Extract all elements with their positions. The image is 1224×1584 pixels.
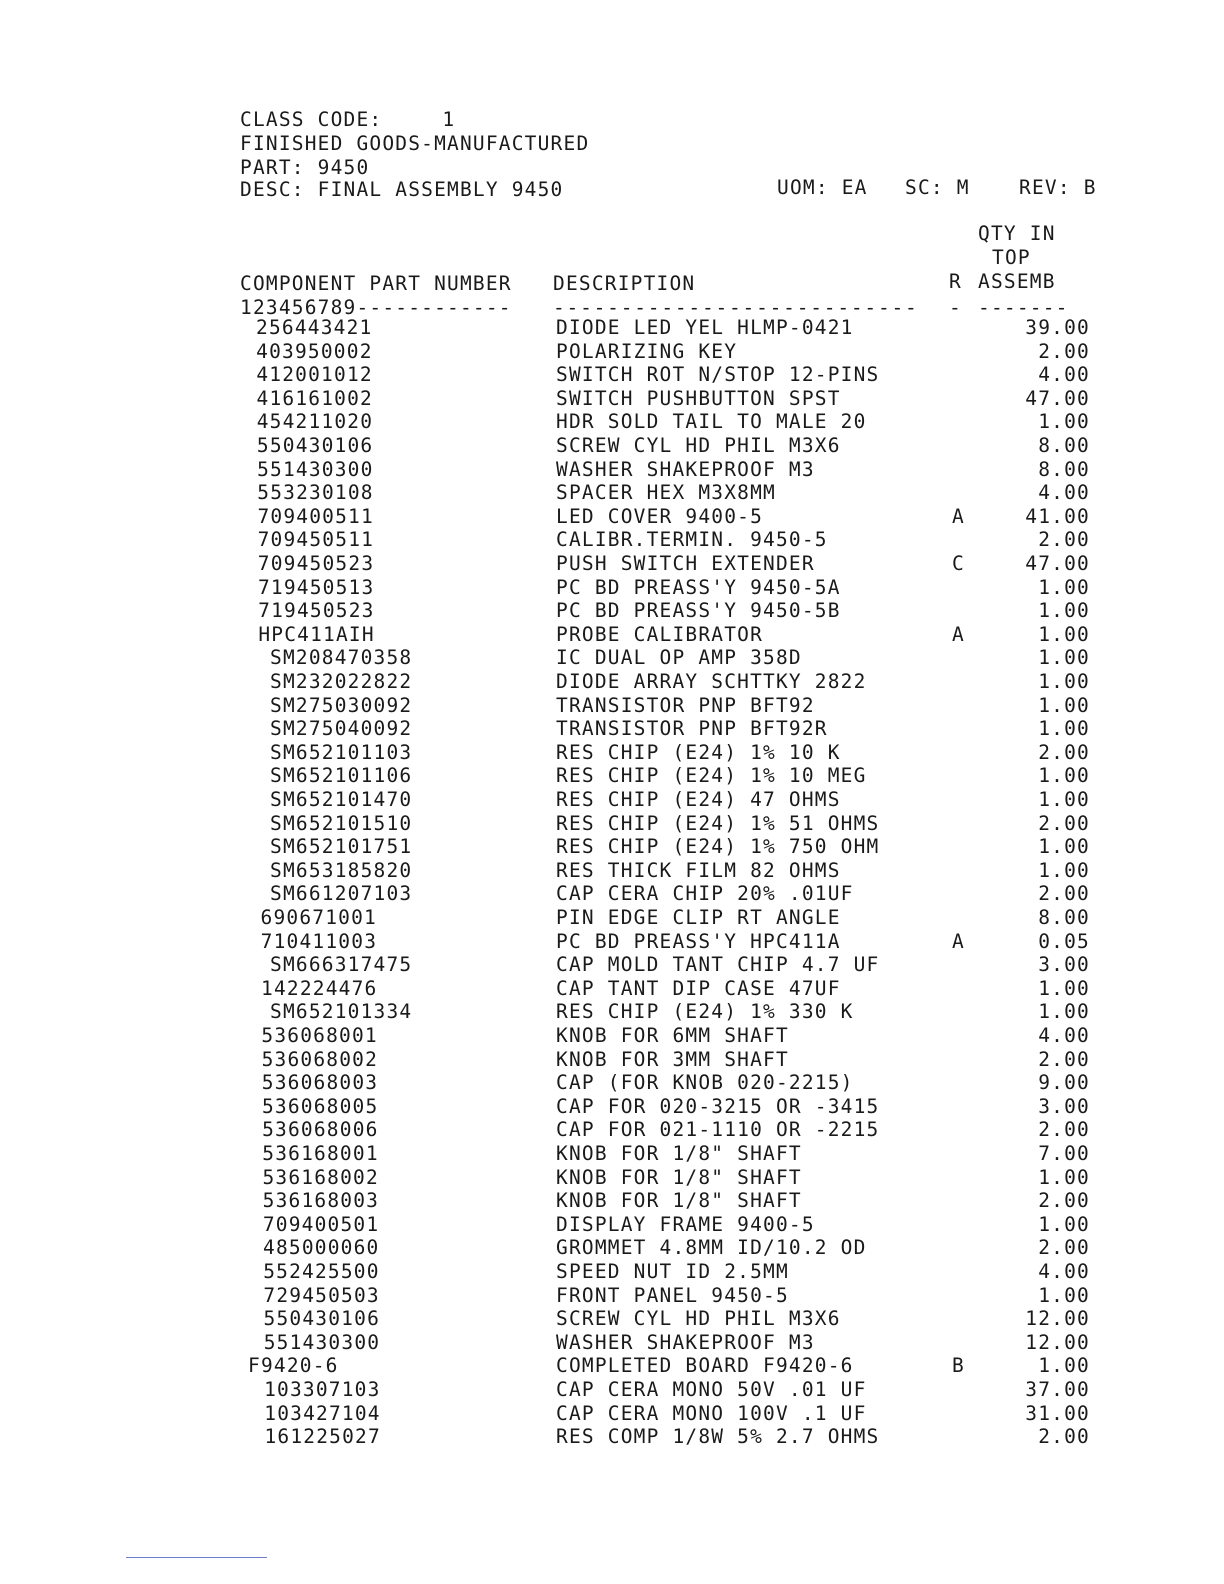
quantity-cell: 8.00 <box>1038 457 1090 481</box>
quantity-cell: 1.00 <box>1038 646 1090 670</box>
part-description-cell: SCREW CYL HD PHIL M3X6 <box>556 434 841 457</box>
quantity-cell: 7.00 <box>1038 1142 1090 1165</box>
part-number: PART: 9450 <box>240 156 370 179</box>
part-description-cell: CAP CERA CHIP 20% .01UF <box>556 882 854 906</box>
table-row <box>0 788 1224 812</box>
part-description-cell: HDR SOLD TAIL TO MALE 20 <box>556 410 867 434</box>
quantity-cell: 1.00 <box>1038 575 1090 599</box>
table-row <box>0 1331 1224 1355</box>
quantity-cell: 9.00 <box>1038 1071 1090 1095</box>
description-column-rule: --------------------------- <box>553 296 919 319</box>
table-row <box>0 363 1224 387</box>
table-row <box>0 1378 1224 1402</box>
component-part-number: SM232022822 <box>270 670 413 693</box>
revision-code-cell: B <box>952 1354 965 1378</box>
quantity-cell: 39.00 <box>1025 316 1090 339</box>
component-part-number: 536168001 <box>262 1142 379 1165</box>
table-row <box>0 764 1224 788</box>
quantity-cell: 2.00 <box>1038 339 1090 363</box>
uom-field: UOM: EA <box>777 176 868 199</box>
quantity-cell: 41.00 <box>1025 504 1090 528</box>
quantity-cell: 3.00 <box>1038 953 1090 977</box>
component-part-number: SM652101510 <box>270 811 413 835</box>
quantity-cell: 2.00 <box>1038 1047 1090 1071</box>
part-description-cell: RES CHIP (E24) 1% 330 K <box>556 1000 854 1024</box>
part-description-cell: SCREW CYL HD PHIL M3X6 <box>556 1307 841 1331</box>
part-description-cell: KNOB FOR 6MM SHAFT <box>556 1024 789 1047</box>
class-code-label: CLASS CODE: <box>240 108 383 131</box>
quantity-cell: 1.00 <box>1038 764 1090 788</box>
quantity-cell: 31.00 <box>1025 1401 1090 1425</box>
part-description-cell: KNOB FOR 1/8" SHAFT <box>556 1165 802 1189</box>
component-part-number: SM652101470 <box>270 788 413 811</box>
part-description-cell: PC BD PREASS'Y HPC411A <box>556 929 841 953</box>
component-column-rule: 123456789------------ <box>240 296 512 319</box>
component-part-number: 552425500 <box>263 1260 380 1283</box>
part-description-cell: RES THICK FILM 82 OHMS <box>556 858 841 882</box>
table-row <box>0 1260 1224 1284</box>
component-part-number: 161225027 <box>264 1425 381 1449</box>
part-description-cell: RES CHIP (E24) 1% 51 OHMS <box>556 811 880 835</box>
component-part-number: 536068005 <box>261 1094 379 1118</box>
quantity-cell: 1.00 <box>1038 670 1090 693</box>
revision-code-cell: A <box>952 929 965 953</box>
quantity-cell: 8.00 <box>1038 906 1090 929</box>
table-row <box>0 1236 1224 1260</box>
component-part-number: 709450523 <box>257 552 375 575</box>
component-part-number: HPC411AIH <box>258 622 375 646</box>
quantity-cell: 4.00 <box>1038 481 1090 505</box>
component-part-number: 690671001 <box>260 906 377 929</box>
class-code-value: 1 <box>442 108 456 131</box>
part-description-cell: PIN EDGE CLIP RT ANGLE <box>556 906 841 929</box>
component-part-number: 551430300 <box>263 1330 381 1354</box>
part-description-cell: TRANSISTOR PNP BFT92R <box>556 717 828 741</box>
table-row <box>0 1284 1224 1308</box>
quantity-cell: 47.00 <box>1025 552 1090 575</box>
component-part-number: 709400511 <box>257 504 374 528</box>
table-row <box>0 906 1224 930</box>
component-part-number: 551430300 <box>257 457 374 481</box>
part-description-cell: CAP (FOR KNOB 020-2215) <box>556 1071 854 1095</box>
component-part-number: 536168003 <box>262 1189 380 1213</box>
quantity-cell: 1.00 <box>1038 835 1090 859</box>
r-column-rule: - <box>949 296 962 319</box>
table-row <box>0 1425 1224 1449</box>
table-row <box>0 859 1224 883</box>
component-part-number: 103307103 <box>264 1378 381 1401</box>
quantity-cell: 2.00 <box>1038 882 1090 906</box>
qty-column-rule: ------- <box>978 296 1069 319</box>
part-description-cell: COMPLETED BOARD F9420-6 <box>556 1354 854 1378</box>
quantity-cell: 1.00 <box>1038 1283 1090 1307</box>
part-description-cell: SPACER HEX M3X8MM <box>556 481 776 505</box>
part-description-cell: GROMMET 4.8MM ID/10.2 OD <box>556 1236 867 1260</box>
component-part-number: 536068003 <box>261 1071 379 1095</box>
quantity-cell: 4.00 <box>1038 1024 1090 1047</box>
table-row <box>0 1142 1224 1166</box>
quantity-cell: 1.00 <box>1038 1212 1090 1236</box>
quantity-cell: 1.00 <box>1038 717 1090 741</box>
table-row <box>0 1354 1224 1378</box>
part-description-cell: DISPLAY FRAME 9400-5 <box>556 1212 815 1236</box>
part-description-cell: WASHER SHAKEPROOF M3 <box>556 457 815 481</box>
component-part-number: SM652101103 <box>270 740 413 764</box>
component-part-number: SM653185820 <box>270 858 413 882</box>
table-row <box>0 316 1224 340</box>
part-description-cell: IC DUAL OP AMP 358D <box>556 646 802 670</box>
table-row <box>0 741 1224 765</box>
table-row <box>0 1189 1224 1213</box>
revision-code-cell: A <box>952 622 965 646</box>
quantity-cell: 2.00 <box>1038 740 1090 764</box>
quantity-cell: 8.00 <box>1038 434 1090 457</box>
table-row <box>0 552 1224 576</box>
part-description-cell: SPEED NUT ID 2.5MM <box>556 1260 789 1283</box>
part-description-cell: DIODE LED YEL HLMP-0421 <box>556 316 854 339</box>
part-description-cell: KNOB FOR 1/8" SHAFT <box>556 1189 802 1213</box>
part-description-cell: PROBE CALIBRATOR <box>556 622 764 646</box>
part-description: DESC: FINAL ASSEMBLY 9450 <box>240 178 564 201</box>
table-row <box>0 694 1224 718</box>
table-row <box>0 1071 1224 1095</box>
table-row <box>0 481 1224 505</box>
part-description-cell: CAP FOR 020-3215 OR -3415 <box>556 1094 880 1118</box>
quantity-cell: 1.00 <box>1038 410 1090 434</box>
table-row <box>0 977 1224 1001</box>
sc-field: SC: M <box>905 176 970 199</box>
component-part-number: 553230108 <box>257 481 374 505</box>
table-row <box>0 458 1224 482</box>
component-part-number: 536068006 <box>262 1118 379 1142</box>
quantity-cell: 12.00 <box>1025 1307 1090 1331</box>
table-row <box>0 953 1224 977</box>
quantity-cell: 1.00 <box>1038 599 1090 623</box>
part-description-cell: KNOB FOR 1/8" SHAFT <box>556 1142 802 1165</box>
part-description-cell: PC BD PREASS'Y 9450-5A <box>556 575 841 599</box>
component-part-number: 256443421 <box>256 316 373 339</box>
table-row <box>0 1024 1224 1048</box>
component-part-number: 485000060 <box>263 1236 380 1260</box>
part-description-cell: PUSH SWITCH EXTENDER <box>556 552 815 575</box>
component-part-number: 709400501 <box>262 1212 380 1236</box>
table-row <box>0 812 1224 836</box>
quantity-cell: 4.00 <box>1038 363 1090 387</box>
component-part-number: 710411003 <box>260 929 378 953</box>
component-part-number: 709450511 <box>257 528 375 552</box>
table-row <box>0 1000 1224 1024</box>
quantity-cell: 47.00 <box>1025 386 1090 410</box>
table-row <box>0 717 1224 741</box>
component-part-number: 536068002 <box>261 1047 379 1071</box>
table-row <box>0 1402 1224 1426</box>
part-description-cell: KNOB FOR 3MM SHAFT <box>556 1047 789 1071</box>
quantity-cell: 1.00 <box>1038 976 1090 1000</box>
rev-field: REV: B <box>1019 176 1097 199</box>
component-column-header: COMPONENT PART NUMBER <box>240 272 512 295</box>
part-description-cell: CALIBR.TERMIN. 9450-5 <box>556 528 828 552</box>
table-row <box>0 1118 1224 1142</box>
table-row <box>0 340 1224 364</box>
table-row <box>0 387 1224 411</box>
quantity-cell: 1.00 <box>1038 622 1090 646</box>
table-row <box>0 1213 1224 1237</box>
quantity-cell: 2.00 <box>1038 1236 1090 1260</box>
part-description-cell: PC BD PREASS'Y 9450-5B <box>556 599 841 623</box>
table-row <box>0 670 1224 694</box>
component-part-number: 403950002 <box>256 339 373 363</box>
table-row <box>0 930 1224 954</box>
component-part-number: F9420-6 <box>248 1354 339 1378</box>
quantity-cell: 3.00 <box>1038 1094 1090 1118</box>
component-part-number: 142224476 <box>261 976 378 1000</box>
table-row <box>0 410 1224 434</box>
part-description-cell: CAP FOR 021-1110 OR -2215 <box>556 1118 880 1142</box>
table-row <box>0 882 1224 906</box>
part-description-cell: FRONT PANEL 9450-5 <box>556 1283 789 1307</box>
table-row <box>0 1166 1224 1190</box>
component-part-number: SM275040092 <box>270 717 413 741</box>
table-row <box>0 1307 1224 1331</box>
part-description-cell: CAP TANT DIP CASE 47UF <box>556 976 841 1000</box>
component-part-number: 719450523 <box>258 599 375 623</box>
quantity-cell: 1.00 <box>1038 693 1090 717</box>
part-description-cell: SWITCH PUSHBUTTON SPST <box>556 386 841 410</box>
qty-header-line-3: ASSEMB <box>978 270 1056 293</box>
component-part-number: 550430106 <box>256 434 374 457</box>
part-description-cell: DIODE ARRAY SCHTTKY 2822 <box>556 670 867 693</box>
quantity-cell: 2.00 <box>1038 1425 1090 1449</box>
part-description-cell: RES CHIP (E24) 1% 10 MEG <box>556 764 867 788</box>
class-description: FINISHED GOODS-MANUFACTURED <box>240 132 590 155</box>
quantity-cell: 1.00 <box>1038 858 1090 882</box>
table-row <box>0 1095 1224 1119</box>
part-description-cell: CAP CERA MONO 100V .1 UF <box>556 1401 867 1425</box>
part-description-cell: LED COVER 9400-5 <box>556 504 764 528</box>
quantity-cell: 1.00 <box>1038 1354 1090 1378</box>
quantity-cell: 12.00 <box>1025 1330 1090 1354</box>
component-part-number: SM661207103 <box>270 882 413 906</box>
component-part-number: 729450503 <box>263 1283 380 1307</box>
component-part-number: 412001012 <box>256 363 373 387</box>
component-part-number: 103427104 <box>264 1401 381 1425</box>
description-column-header: DESCRIPTION <box>553 272 696 295</box>
table-row <box>0 576 1224 600</box>
qty-header-line-2: TOP <box>992 246 1031 269</box>
table-row <box>0 599 1224 623</box>
component-part-number: 416161002 <box>256 386 373 410</box>
table-row <box>0 835 1224 859</box>
quantity-cell: 2.00 <box>1038 528 1090 552</box>
quantity-cell: 1.00 <box>1038 1000 1090 1024</box>
component-part-number: SM652101751 <box>270 835 413 859</box>
r-column-header: R <box>949 270 962 293</box>
table-row <box>0 1048 1224 1072</box>
component-part-number: SM666317475 <box>270 953 413 977</box>
part-description-cell: RES CHIP (E24) 1% 750 OHM <box>556 835 880 859</box>
component-part-number: 536068001 <box>261 1024 378 1047</box>
part-description-cell: CAP MOLD TANT CHIP 4.7 UF <box>556 953 880 977</box>
component-part-number: 454211020 <box>256 410 374 434</box>
quantity-cell: 2.00 <box>1038 811 1090 835</box>
quantity-cell: 2.00 <box>1038 1118 1090 1142</box>
component-part-number: SM652101334 <box>270 1000 413 1024</box>
footer-divider <box>126 1557 267 1558</box>
quantity-cell: 0.05 <box>1038 929 1090 953</box>
component-part-number: SM208470358 <box>270 646 413 670</box>
part-description-cell: POLARIZING KEY <box>556 339 738 363</box>
component-part-number: 719450513 <box>257 575 375 599</box>
quantity-cell: 37.00 <box>1025 1378 1090 1401</box>
part-description-cell: TRANSISTOR PNP BFT92 <box>556 693 815 717</box>
quantity-cell: 1.00 <box>1038 1165 1090 1189</box>
table-row <box>0 646 1224 670</box>
part-description-cell: RES COMP 1/8W 5% 2.7 OHMS <box>556 1425 880 1449</box>
table-row <box>0 528 1224 552</box>
part-description-cell: CAP CERA MONO 50V .01 UF <box>556 1378 867 1401</box>
component-part-number: SM275030092 <box>270 693 413 717</box>
part-description-cell: WASHER SHAKEPROOF M3 <box>556 1330 815 1354</box>
qty-header-line-1: QTY IN <box>978 222 1056 245</box>
part-description-cell: RES CHIP (E24) 1% 10 K <box>556 740 841 764</box>
part-description-cell: SWITCH ROT N/STOP 12-PINS <box>556 363 880 387</box>
component-part-number: 550430106 <box>263 1307 381 1331</box>
table-row <box>0 623 1224 647</box>
table-row <box>0 434 1224 458</box>
table-row <box>0 505 1224 529</box>
class-code-line <box>240 108 455 132</box>
revision-code-cell: A <box>952 504 965 528</box>
component-part-number: SM652101106 <box>270 764 413 788</box>
quantity-cell: 2.00 <box>1038 1189 1090 1213</box>
quantity-cell: 1.00 <box>1038 788 1090 811</box>
part-description-cell: RES CHIP (E24) 47 OHMS <box>556 788 841 811</box>
component-part-number: 536168002 <box>262 1165 379 1189</box>
revision-code-cell: C <box>952 552 965 575</box>
quantity-cell: 4.00 <box>1038 1260 1090 1283</box>
